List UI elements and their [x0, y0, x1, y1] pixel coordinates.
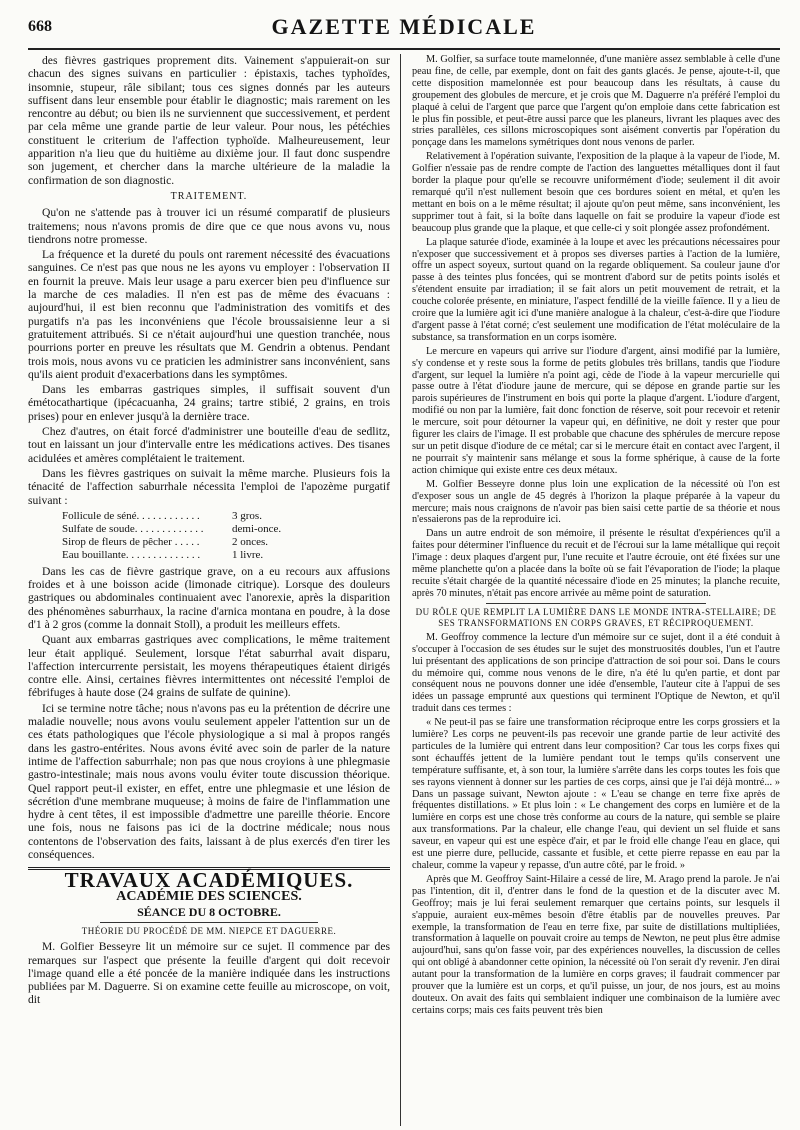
left-column: [28, 54, 390, 1126]
academy-name: ACADÉMIE DES SCIENCES.: [116, 888, 302, 904]
paragraph: M. Golfier, sa surface toute mamelonnée, d'une manière assez semblable à celle d'une peau fine, de celle, par exemple, dont on fait des gants glacés. Je pense, ajoute-t-il, que cette disposition mamelonnée est pour beaucoup dans les résultats, à cause du groupement des globules de mercure, et je crois que M. Daguerre n'a préféré l'emploi du plaqué à celui de l'argent que parce que l'argent qu'on emploie dans cette fabrication est le plus fin possible, et peut-être aussi parce que les planeurs, livrant les plaques avec des stries parallèles, ces sillons microscopiques sont aisément convertis par l'opération du ponçage dans les mamelons symétriques dont nous venons de parler.: [412, 54, 780, 149]
page-header: [28, 8, 780, 50]
paragraph: Qu'on ne s'attende pas à trouver ici un résumé comparatif de plusieurs traitemens; nous n'avons promis de dire que ce que nous avons vu, nous tiendrons notre promesse.: [28, 206, 390, 246]
recipe-list: [62, 510, 390, 562]
recipe-item: Eau bouillante. . . . . . . . . . . . . . 1 livre.: [62, 548, 264, 561]
columns: [28, 54, 780, 1126]
short-rule: [486, 603, 707, 604]
newspaper-page: [28, 8, 780, 1126]
recipe-item: Follicule de séné. . . . . . . . . . . . 3 gros.: [62, 509, 262, 522]
paragraph: Dans les cas de fièvre gastrique grave, on a eu recours aux affusions froides et à une boisson acide (limonade citrique). Lorsque des douleurs gastriques ou abdominales continuaient avec l'anorexie, après la disparition des phénomènes saburrhaux, la racine d'arnica montana en poudre, à la dose d'1 à 2 gros (comme la donnait Stoll), a produit les meilleurs effets.: [28, 564, 390, 631]
paragraph: des fièvres gastriques proprement dits. Vainement s'appuierait-on sur chacun des signes suivans en particulier : épistaxis, taches typhoïdes, insomnie, stupeur, râle sibilant; tous ces signes donnés par les auteurs suffisent dans leur ensemble pour établir le diagnostic; mais rarement on les rencontre au début; ou bien ils ne surviennent que successivement, et perdent par cela même une grande partie de leur valeur. Pour nous, les pétéchies constituent le criterium de l'affection typhoïde. Malheureusement, leur apparition n'a lieu que du huitième au dixième jour. Il faut donc suspendre son jugement, et chercher dans la marche ultérieure de la maladie la confirmation de son diagnostic.: [28, 54, 390, 187]
journal-title: GAZETTE MÉDICALE: [271, 14, 537, 39]
paragraph: Dans les embarras gastriques simples, il suffisait souvent d'un émétocathartique (ipécacuanha, 24 grains; tartre stibié, 2 grains, en trois prises) pour en enlever jusqu'à la dernière trace.: [28, 383, 390, 423]
paragraph: M. Golfier Besseyre lit un mémoire sur ce sujet. Il commence par des remarques sur l'aspect que présente la feuille d'argent qui doit recevoir l'image quand elle a été poncée de la manière indiquée dans les instructions publiées par M. Daguerre. Si on examine cette feuille au microscope, on voit, dit: [28, 940, 390, 1007]
paragraph: « Ne peut-il pas se faire une transformation réciproque entre les corps grossiers et la lumière? Les corps ne peuvent-ils pas recevoir une grande partie de leur activité des particules de la lumière qui entrent dans leur composition? Car tous les corps fixes qui sont échauffés jettent de la lumière pendant tout le temps qu'ils conservent une température suffisante, et, à son tour, la lumière s'arrête dans les corps toutes les fois que ses rayons viennent à donner sur les parties de ces corps, ainsi que je l'ai déjà montré... » Dans un passage suivant, Newton ajoute : « L'eau se change en terre fixe après de fréquentes distillations. » Et plus loin : « Le changement des corps en lumière et de la lumière en corps est une chose très conforme au cours de la nature, qui semble se plaire aux transformations. Par la chaleur, elle change l'eau, qui devient un sel fluide et sans saveur, en vapeur qui est une espèce d'air, et par le froid elle change l'eau en glace, qui est une pierre dure, pellucide, cassante et fusible, et cette pierre repasse en eau par la chaleur, comme la vapeur y repasse, d'un autre côté, par le froid. »: [412, 717, 780, 871]
paragraph: Dans les fièvres gastriques on suivait la même marche. Plusieurs fois la ténacité de l'affection saburrhale nécessita l'emploi de l'apozème purgatif suivant :: [28, 466, 390, 507]
session-date: SÉANCE DU 8 OCTOBRE.: [137, 904, 281, 919]
short-rule: [100, 922, 317, 923]
paragraph: Le mercure en vapeurs qui arrive sur l'iodure d'argent, ainsi modifié par la lumière, s'y condense et y reste sous la forme de petits globules très brillans, tandis que l'iodure d'argent, sur lequel la lumière n'a point agi, cède de l'iode à la vapeur mercurielle qui passe outre à l'état d'iodure jaune de mercure, qui se dépose en grande partie sur les parois supérieures de l'instrument en bois qui porte la plaque d'argent. L'iodure d'argent, modifié ou non par la lumière, fait donc fonction de réserve, soit pour recevoir et retenir le mercure, soit pour détourner la vapeur qui, en définitive, ne doit y rester que pour figurer les clairs de l'image. Il est probable que chacune des sphérules de mercure repose sur un petit disque d'iodure de ce métal; car si le mercure était en contact avec l'argent, il ne pourrait s'y maintenir sans mélange et sous la forme sphérique, à cause de la forte action chimique qui existe entre ces deux métaux.: [412, 345, 780, 476]
paragraph: Chez d'autres, on était forcé d'administrer une bouteille d'eau de sedlitz, tout en laissant un jour d'intervalle entre les médications actives. Des tisanes acidulées et amères complétaient le traitement.: [28, 425, 390, 465]
page-number: 668: [28, 18, 52, 35]
recipe-item: Sulfate de soude. . . . . . . . . . . . . demi-once.: [62, 522, 282, 535]
section-heading-traitement: TRAITEMENT.: [170, 190, 248, 202]
paragraph: Dans un autre endroit de son mémoire, il présente le résultat d'expériences qu'il a faites pour déterminer l'influence du recuit et de l'écroui sur la lame métallique qui reçoit l'image : deux plaques d'argent pur, l'une recuite et l'autre écrouie, ont été fixées sur une même planchette qu'on a placée dans la boîte où se fait l'évaporation de l'iode; la plaque recuite s'était chargée de la quantité nécessaire d'iode en 25 minutes; la planche recuite, après 70 minutes, n'était pas encore arrivée au même point de saturation.: [412, 528, 780, 599]
paragraph: Quant aux embarras gastriques avec complications, le même traitement leur était appliqué. Seulement, lorsque l'état saburrhal avait disparu, l'affection intercurrente persistait, les moyens thérapeutiques étaient dirigés contre elle. Ainsi, certaines fièvres intermittentes ont nécessité l'emploi de fébrifuges à haute dose (24 grains de sulfate de quinine).: [28, 633, 390, 700]
theory-heading: THÉORIE DU PROCÉDÉ DE MM. NIEPCE ET DAGUERRE.: [81, 926, 337, 937]
paragraph: La plaque saturée d'iode, examinée à la loupe et avec les précautions nécessaires pour n'exposer que successivement et à propos ses diverses parties à l'action de la lumière, offre un aspect soyeux, surtout quand on la regarde obliquement. Sa couleur jaune d'or passe à des teintes plus foncées, qui se montrent d'abord sur de petits points isolés et s'étendent ensuite par irradiation; il se fait alors un petit mouvement de retrait, et la couche colorée présente, en miniature, l'aspect fendillé de la vieille faïence. Il y a lieu de croire que la lumière agit ici d'une manière analogue à la chaleur, c'est-à-dire que l'iodure d'argent passe à l'état corné; c'est seulement une modification de l'état moléculaire de la substance, sa transformation en un corps isomère.: [412, 236, 780, 343]
paragraph: La fréquence et la dureté du pouls ont rarement nécessité des évacuations sanguines. Ce n'est pas que nous ne les ayons vu employer : l'observation II en fournit la preuve. Mais leur usage a paru exercer bien peu d'influence sur la marche de ces maladies. Il n'en est pas de même des évacuans : aujourd'hui, il est bien reconnu que l'administration des vomitifs et des purgatifs n'a pas les inconvéniens que l'école broussaisienne leur a si gratuitement attribués. Si ce n'était aujourd'hui une question tranchée, nous pourrions porter en preuve les résultats que M. Gendrin a obtenus. Pendant trois mois, nous avons vu ce praticien les administrer sans inconvénient, sans qu'ils aient produit d'exacerbations dans les symptômes.: [28, 248, 390, 381]
paragraph: M. Golfier Besseyre donne plus loin une explication de la nécessité où l'on est d'exposer sous un angle de 45 degrés à l'horizon la plaque préparée à la vapeur du mercure; mais nous craignons de n'avoir pas bien saisi cette partie de sa théorie et nous n'essaierons pas de la reproduire ici.: [412, 478, 780, 526]
recipe-item: Sirop de fleurs de pêcher . . . . . 2 onces.: [62, 535, 269, 548]
paragraph: Après que M. Geoffroy Saint-Hilaire a cessé de lire, M. Arago prend la parole. Je n'ai pas l'intention, dit il, d'entrer dans le fond de la question et de la discuter avec M. Geoffroy; mais je lui ferai seulement remarquer que certains points, sur lesquels il s'appuie, auraient eux-mêmes besoin d'être établis par de nouvelles preuves. Par exemple, la transformation de l'eau en terre fixe, par suite de distillations multipliées, transformation à laquelle on pouvait croire au temps de Newton, ne peut plus être admise aujourd'hui, sans qu'on fasse voir, par des expériences nouvelles, la discussion de celles qui ont obligé à abandonner cette opinion, la nécessité où l'on serait d'y revenir. J'en dirai autant pour la transformation de la lumière en corps graves; il faudrait commencer par prouver que la lumière est un corps, et qu'il puisse, un jour, de nos jours, est au moins douteux. On avait des faits qui semblaient indiquer une combinaison de la lumière avec certains corps; mais ces faits peuvent très bien: [412, 873, 780, 1016]
paragraph: Ici se termine notre tâche; nous n'avons pas eu la prétention de décrire une maladie nouvelle; nous avons voulu seulement appeler l'attention sur un de ces états pathologiques que l'école physiologique a si mal à propos rangés dans les gastro-entérites. Nous avons évité avec soin de parler de la nature intime de l'affection saburrhale; non pas que nous croyions à une phlegmasie gastro-intestinale; mais nous avons voulu éviter toute discussion théorique. Quel rapport peut-il exister, en effet, entre une phlegmasie et une lésion de sécrétion d'une membrane muqueuse; à moins de faire de l'inflammation une hydre à cent têtes, il est impossible d'admettre une pareille théorie. Encore une fois, nous ne faisons pas ici de la doctrine médicale; nous nous contentons de l'observation des faits, laissant à de plus exercés d'en tirer les conséquences.: [28, 701, 390, 862]
right-column: [412, 54, 780, 1126]
paragraph: Relativement à l'opération suivante, l'exposition de la plaque à la vapeur de l'iode, M. Golfier n'essaie pas de rendre compte de l'action des languettes métalliques dont il faut border la plaque pour qu'elle se recouvre uniformément d'iode; seulement il dit avoir remarqué qu'il n'est nullement besoin que ces bordures soient en métal, et qu'en les mettant en bois on a le même résultat; il ajoute qu'on peut même, sans inconvénient, les supprimer tout à fait, si la boîte dans laquelle on fait se produire la vapeur d'iode est beaucoup plus grande que la plaque, et que celle-ci y soit plongée assez profondément.: [412, 151, 780, 234]
academic-section-title: TRAVAUX ACADÉMIQUES.: [64, 868, 354, 893]
paragraph: M. Geoffroy commence la lecture d'un mémoire sur ce sujet, dont il a été conduit à s'occuper à l'occasion de ses études sur le sujet des monstruosités doubles, l'un et l'autre lui présentant des applications de son principe d'attraction de soi pour soi. Dans le cours du mémoire qui, comme nous venons de le dire, n'a été lu qu'en partie, et dont par conséquent nous ne pouvons donner une idée d'ensemble, l'auteur cite à l'appui de ses idées un passage emprunté aux questions qui terminent l'Optique de Newton, et qu'il traduit dans ces termes :: [412, 631, 780, 715]
section-heading-light: DU RÔLE QUE REMPLIT LA LUMIÈRE DANS LE MONDE INTRA-STELLAIRE; DE SES TRANSFORMATIONS EN CORPS GRAVES, ET RÉCIPROQUEMENT.: [415, 606, 777, 628]
